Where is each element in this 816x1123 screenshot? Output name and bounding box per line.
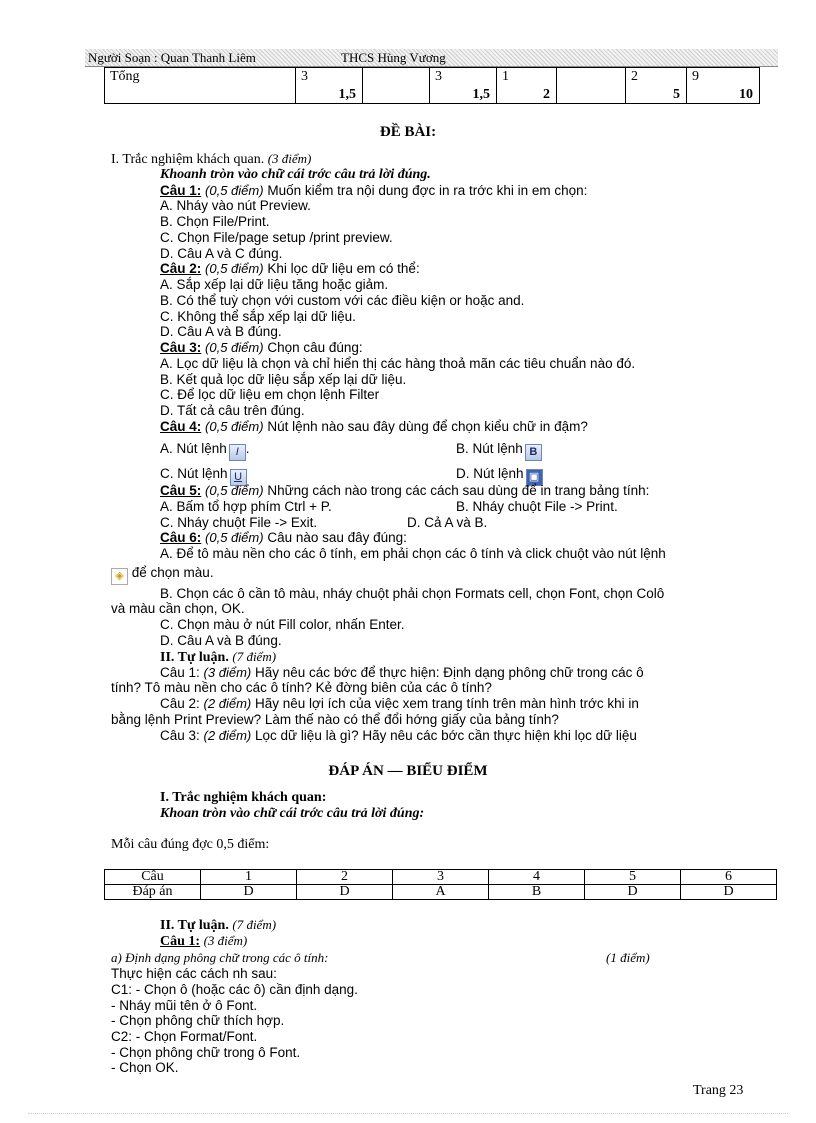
table-cell: 2 — [297, 870, 393, 885]
table-cell: Câu — [105, 870, 201, 885]
answer-line: - Chọn phông chữ trong ô Font. — [111, 1045, 301, 1060]
save-icon: ▣ — [526, 469, 543, 486]
exam-title: ĐỀ BÀI: — [379, 124, 437, 140]
table-cell: D — [681, 885, 777, 900]
option: D. Cả A và B. — [407, 515, 488, 530]
essay-1-cont: tính? Tô màu nền cho các ô tính? Kẻ đờng biên của các ô tính? — [111, 680, 492, 695]
option: D. Nút lệnh ▣ — [456, 466, 543, 486]
option: D. Tất cả câu trên đúng. — [160, 403, 305, 418]
option: A. Để tô màu nền cho các ô tính, em phải chọn các ô tính và click chuột vào nút lệnh — [160, 546, 666, 561]
table-cell: 9 10 — [687, 68, 760, 104]
ans-part2-heading: II. Tự luận. (7 điểm) — [160, 917, 277, 933]
option: và màu cần chọn, OK. — [111, 601, 245, 616]
option: A. Nháy vào nút Preview. — [160, 198, 311, 213]
question-2: Câu 2: (0,5 điểm) Khi lọc dữ liệu em có thể: — [160, 261, 420, 276]
italic-icon: I — [229, 444, 246, 461]
ans-score-note: Mỗi câu đúng đợc 0,5 điểm: — [111, 837, 270, 852]
option: C. Nút lệnh U — [160, 466, 247, 486]
option: C. Chọn màu ở nút Fill color, nhấn Enter. — [160, 617, 405, 632]
table-cell: 3 1,5 — [430, 68, 497, 104]
page-bottom-divider — [28, 1113, 788, 1114]
answer-line: - Nháy mũi tên ở ô Font. — [111, 998, 258, 1013]
essay-2: Câu 2: (2 điểm) Hãy nêu lợi ích của việc xem trang tính trên màn hình trớc khi in — [160, 696, 639, 711]
essay-1: Câu 1: (3 điểm) Hãy nêu các bớc để thực hiện: Định dạng phông chữ trong các ô — [160, 665, 644, 680]
ans-a-title: a) Định dạng phông chữ trong các ô tính: — [111, 950, 329, 965]
table-cell — [557, 68, 626, 104]
answers-title: ĐÁP ÁN — BIỂU ĐIỂM — [328, 763, 488, 779]
option: D. Câu A và C đúng. — [160, 246, 283, 261]
option: B. Nút lệnh B — [456, 441, 542, 461]
option: A. Bấm tổ hợp phím Ctrl + P. — [160, 499, 332, 514]
table-cell: A — [393, 885, 489, 900]
ans-part1-heading: I. Trắc nghiệm khách quan: — [160, 790, 327, 805]
ans-part1-instruction: Khoan tròn vào chữ cái trớc câu trả lời đúng: — [160, 806, 425, 821]
option: A. Nút lệnh I . — [160, 441, 250, 461]
answer-table — [104, 869, 777, 900]
table-cell: D — [201, 885, 297, 900]
option: B. Kết quả lọc dữ liệu sắp xếp lại dữ liệu. — [160, 372, 407, 387]
table-cell: Đáp án — [105, 885, 201, 900]
answer-line: - Chọn phông chữ thích hợp. — [111, 1013, 285, 1028]
option: B. Nháy chuột File -> Print. — [456, 499, 618, 514]
bold-icon: B — [525, 444, 542, 461]
option: B. Chọn các ô cần tô màu, nháy chuột phải chọn Formats cell, chọn Font, chọn Colô — [160, 586, 665, 601]
option: C. Không thể sắp xếp lại dữ liệu. — [160, 309, 356, 324]
option: C. Nháy chuột File -> Exit. — [160, 515, 318, 530]
option: D. Câu A và B đúng. — [160, 633, 282, 648]
table-cell: 2 5 — [626, 68, 687, 104]
part1-heading: I. Trắc nghiệm khách quan. (3 điểm) — [111, 151, 312, 167]
answer-line: C2: - Chọn Format/Font. — [111, 1029, 258, 1044]
option: C. Chọn File/page setup /print preview. — [160, 230, 393, 245]
table-cell: 1 2 — [497, 68, 557, 104]
option: C. Để lọc dữ liệu em chọn lệnh Filter — [160, 387, 380, 402]
header-author: Người Soạn : Quan Thanh Liêm — [88, 50, 256, 65]
page-header — [85, 49, 778, 67]
table-row — [105, 870, 777, 885]
question-4: Câu 4: (0,5 điểm) Nút lệnh nào sau đây dùng để chọn kiểu chữ in đậm? — [160, 419, 588, 434]
question-1: Câu 1: (0,5 điểm) Muốn kiểm tra nội dung đợc in ra trớc khi in em chọn: — [160, 183, 588, 198]
option: ◈ để chọn màu. — [111, 565, 214, 585]
option: A. Lọc dữ liệu là chọn và chỉ hiển thị các hàng thoả mãn các tiêu chuẩn nào đó. — [160, 356, 636, 371]
essay-2-cont: bằng lệnh Print Preview? Làm thế nào có thể đổi hớng giấy của bảng tính? — [111, 712, 559, 727]
essay-3: Câu 3: (2 điểm) Lọc dữ liệu là gì? Hãy nêu các bớc cần thực hiện khi lọc dữ liệu — [160, 728, 637, 743]
table-cell: D — [585, 885, 681, 900]
answer-line: C1: - Chọn ô (hoặc các ô) cần định dạng. — [111, 982, 358, 997]
ans-a-points: (1 điểm) — [606, 950, 650, 965]
table-row — [105, 885, 777, 900]
option: A. Sắp xếp lại dữ liệu tăng hoặc giảm. — [160, 277, 389, 292]
table-cell: 5 — [585, 870, 681, 885]
header-school: THCS Hùng Vương — [341, 50, 446, 65]
table-cell: D — [297, 885, 393, 900]
table-cell: 6 — [681, 870, 777, 885]
question-5: Câu 5: (0,5 điểm) Những cách nào trong các cách sau dùng để in trang bảng tính: — [160, 483, 650, 498]
table-cell: B — [489, 885, 585, 900]
answer-line: Thực hiện các cách nh sau: — [111, 966, 277, 981]
part2-heading: II. Tự luận. (7 điểm) — [160, 649, 277, 665]
table-cell: 4 — [489, 870, 585, 885]
option: D. Câu A và B đúng. — [160, 324, 282, 339]
answer-line: - Chọn OK. — [111, 1060, 179, 1075]
option: B. Chọn File/Print. — [160, 214, 270, 229]
fill-color-icon: ◈ — [111, 568, 128, 585]
page-number: Trang 23 — [693, 1083, 744, 1098]
table-row — [105, 68, 760, 104]
table-cell: Tổng — [105, 68, 296, 104]
table-cell: 3 — [393, 870, 489, 885]
table-cell: 3 1,5 — [296, 68, 363, 104]
question-6: Câu 6: (0,5 điểm) Câu nào sau đây đúng: — [160, 530, 407, 545]
part1-instruction: Khoanh tròn vào chữ cái trớc câu trả lời đúng. — [160, 167, 431, 182]
summary-table — [104, 67, 760, 104]
table-cell — [363, 68, 430, 104]
option: B. Có thể tuỳ chọn với custom với các điều kiện or hoặc and. — [160, 293, 525, 308]
ans-essay-1: Câu 1: (3 điểm) — [160, 933, 248, 949]
underline-icon: U — [230, 469, 247, 486]
question-3: Câu 3: (0,5 điểm) Chọn câu đúng: — [160, 340, 363, 355]
table-cell: 1 — [201, 870, 297, 885]
